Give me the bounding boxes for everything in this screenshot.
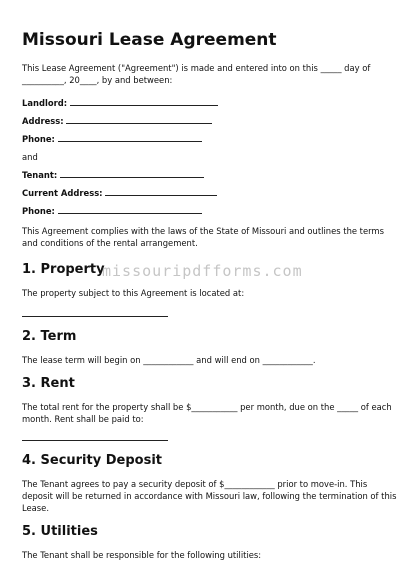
security-deposit-heading: 4. Security Deposit <box>22 453 162 468</box>
current-address-field <box>22 187 397 199</box>
phone-field <box>22 133 397 145</box>
term-text: The lease term will begin on ____________ and will end on ____________. <box>22 355 316 365</box>
tenant-blank[interactable] <box>60 169 204 178</box>
rent-payee-blank[interactable] <box>22 440 168 441</box>
tenant-field <box>22 169 397 181</box>
current-address-label: Current Address: <box>22 188 103 198</box>
address-label: Address: <box>22 116 64 126</box>
tenant-label: Tenant: <box>22 170 58 180</box>
landlord-field <box>22 97 397 109</box>
rent-heading: 3. Rent <box>22 376 75 391</box>
property-address-blank[interactable] <box>22 316 168 317</box>
and-text: and <box>22 152 38 162</box>
term-heading: 2. Term <box>22 329 77 344</box>
landlord-blank[interactable] <box>70 97 218 106</box>
phone-label: Phone: <box>22 134 55 144</box>
document-title: Missouri Lease Agreement <box>22 30 277 50</box>
property-text: The property subject to this Agreement is located at: <box>22 288 245 298</box>
phone-blank[interactable] <box>58 133 202 142</box>
address-field <box>22 115 397 127</box>
property-heading: 1. Property <box>22 262 105 277</box>
landlord-label: Landlord: <box>22 98 68 108</box>
utilities-text: The Tenant shall be responsible for the following utilities: <box>22 550 262 560</box>
current-address-blank[interactable] <box>105 187 217 196</box>
tenant-phone-field <box>22 205 397 217</box>
address-blank[interactable] <box>66 115 212 124</box>
tenant-phone-blank[interactable] <box>58 205 202 214</box>
compliance-paragraph: This Agreement complies with the laws of the State of Missouri and outlines the terms and conditions of the rental arrangement. <box>22 226 384 248</box>
intro-paragraph: This Lease Agreement ("Agreement") is made and entered into on this _____ day of __________, 20____, by and between: <box>22 63 371 85</box>
utilities-heading: 5. Utilities <box>22 524 98 539</box>
tenant-phone-label: Phone: <box>22 206 55 216</box>
rent-text: The total rent for the property shall be $___________ per month, due on the _____ of each month. Rent shall be paid to: <box>22 402 392 424</box>
security-deposit-text: The Tenant agrees to pay a security deposit of $____________ prior to move-in. This deposit will be returned in accordance with Missouri law, following the termination of this Lease. <box>22 479 397 513</box>
watermark: missouripdfforms.com <box>102 262 303 280</box>
